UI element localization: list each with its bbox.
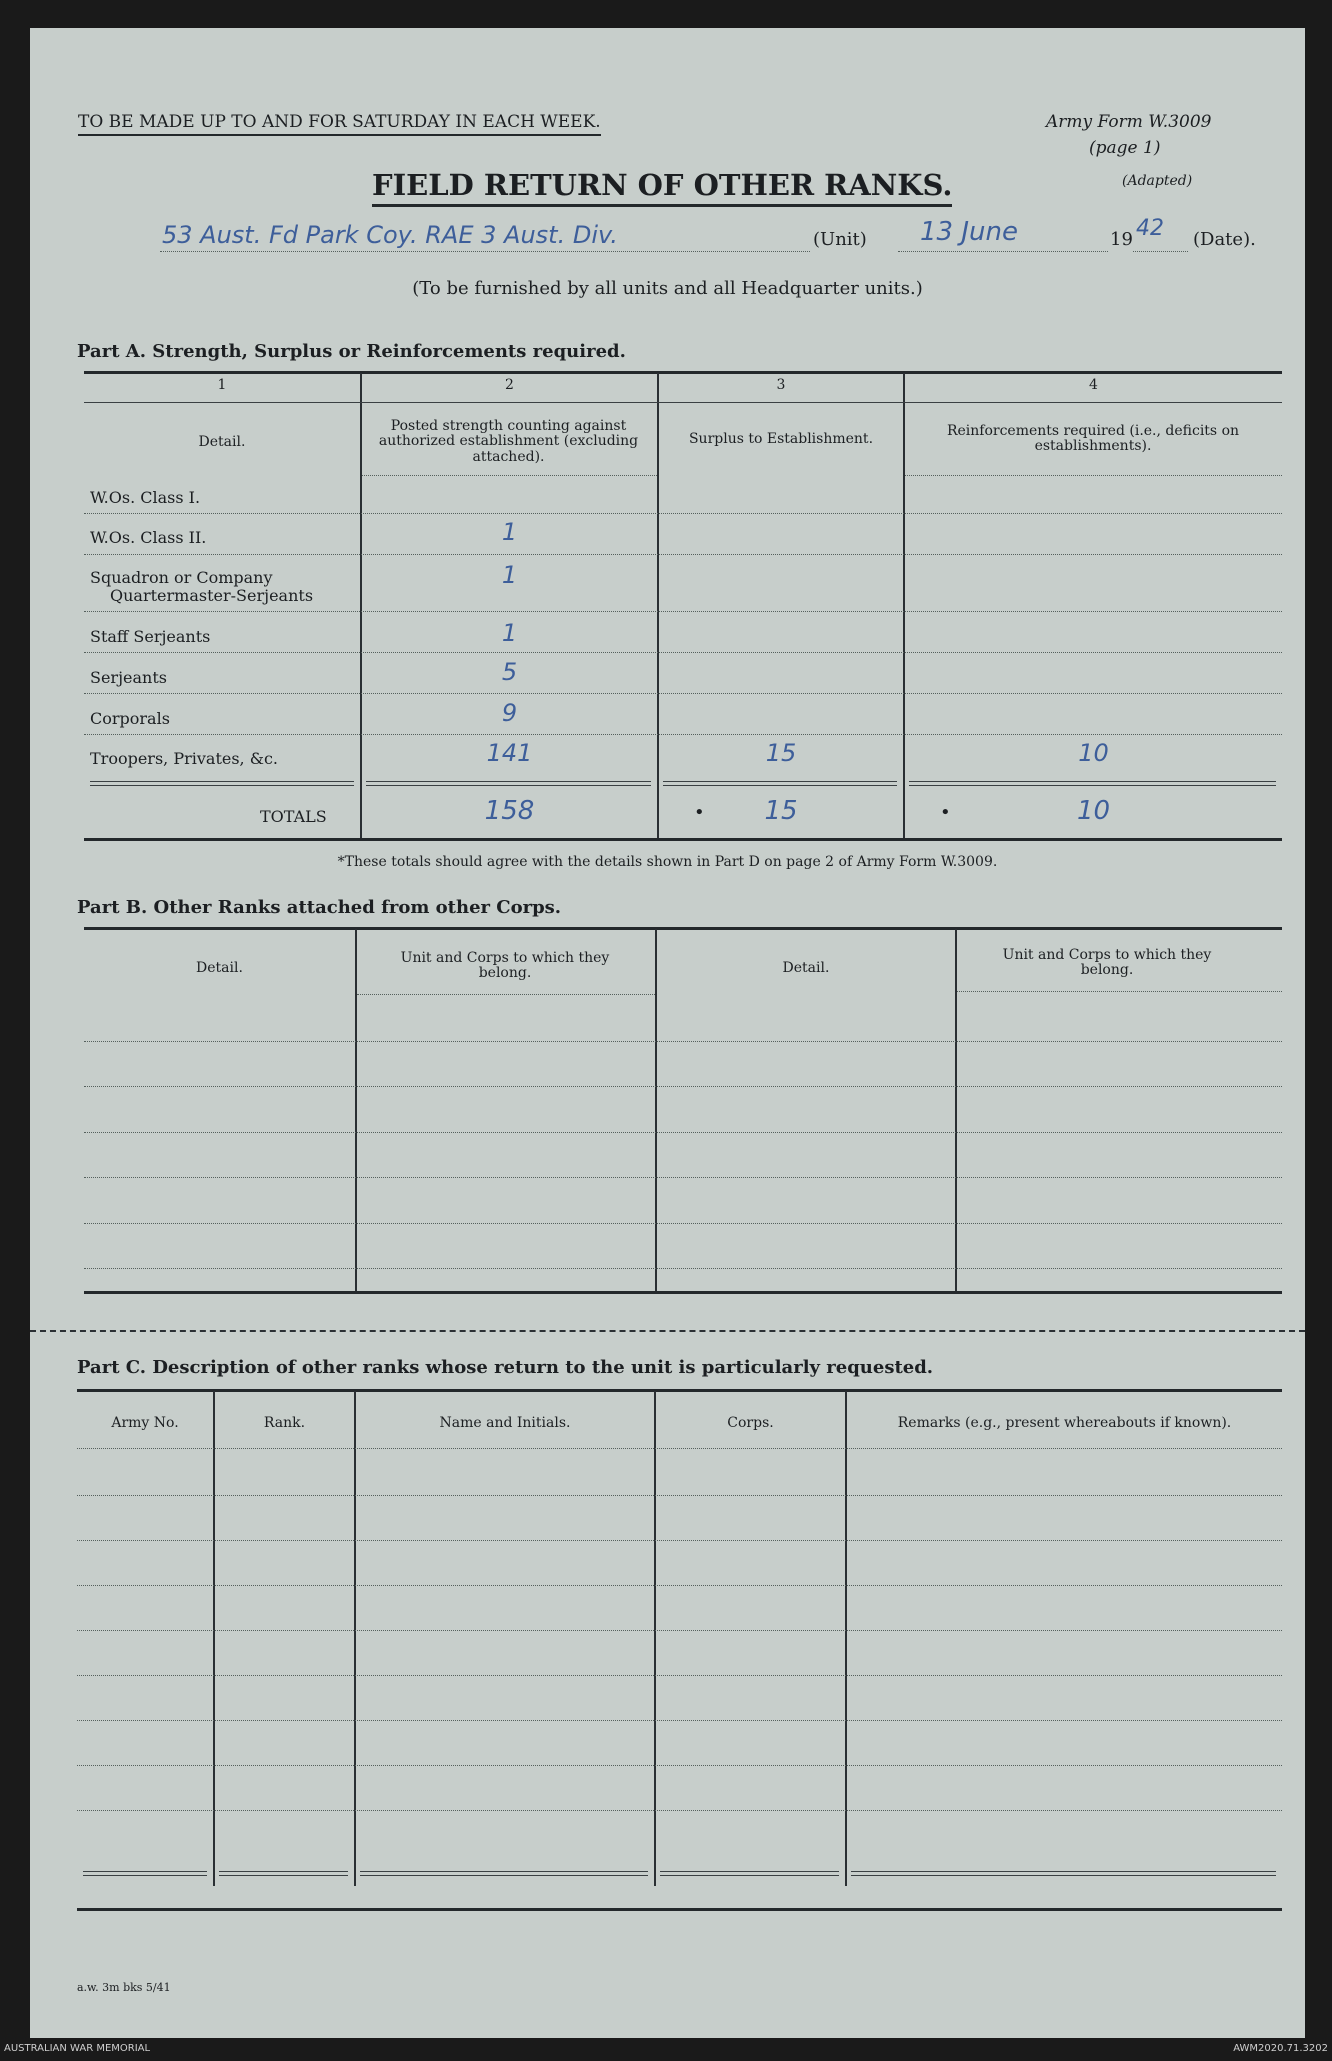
surplus-bullet: • (694, 802, 705, 823)
col-number-3: 3 (776, 377, 786, 393)
posted-corporals: 9 (501, 699, 518, 727)
surplus-troopers: 15 (765, 739, 797, 767)
part-a-title: Part A. Strength, Surplus or Reinforcements required. (77, 341, 626, 362)
table-row-cont: Quartermaster-Serjeants (110, 586, 314, 605)
date-value: 13 June (920, 217, 1018, 247)
part-b-col-unit-1: Unit and Corps to which they belong. (400, 950, 610, 982)
instruction-line: TO BE MADE UP TO AND FOR SATURDAY IN EACH WEEK. (78, 112, 601, 136)
reinf-bullet: • (940, 802, 951, 823)
part-a-footnote: *These totals should agree with the details shown in Part D on page 2 of Army Form W.3009. (337, 854, 998, 870)
year-prefix: 19 (1110, 229, 1133, 250)
col-number-1: 1 (217, 377, 227, 393)
table-row: Troopers, Privates, &c. (90, 749, 279, 768)
part-b-col-unit-2: Unit and Corps to which they belong. (1002, 947, 1212, 979)
unit-label: (Unit) (813, 229, 867, 250)
table-row: W.Os. Class II. (90, 528, 207, 547)
col-header-reinforcements: Reinforcements required (i.e., deficits on establishments). (946, 423, 1240, 455)
footer-left: AUSTRALIAN WAR MEMORIAL (4, 2043, 151, 2054)
table-row: Serjeants (90, 668, 167, 687)
table-row: Staff Serjeants (90, 627, 211, 646)
col-header-surplus: Surplus to Establishment. (688, 431, 874, 447)
part-b-title: Part B. Other Ranks attached from other Corps. (77, 897, 562, 918)
furnish-note: (To be furnished by all units and all Headquarter units.) (412, 278, 923, 299)
part-b-col-detail-1: Detail. (196, 960, 243, 976)
part-c-col-army-no: Army No. (111, 1415, 179, 1431)
posted-serjeants: 5 (501, 658, 518, 686)
form-number: Army Form W.3009 (1046, 112, 1212, 132)
part-c-col-name: Name and Initials. (439, 1415, 571, 1431)
table-row: W.Os. Class I. (90, 488, 201, 507)
col-header-detail: Detail. (198, 434, 246, 450)
part-b-col-detail-2: Detail. (782, 960, 830, 976)
part-c-title: Part C. Description of other ranks whose return to the unit is particularly requested. (77, 1357, 934, 1378)
form-sheet (30, 28, 1305, 2038)
date-label: (Date). (1193, 229, 1256, 250)
adapted-label: (Adapted) (1122, 173, 1193, 189)
footer-right: AWM2020.71.3202 (1233, 2043, 1328, 2054)
page-number: (page 1) (1089, 138, 1161, 158)
reinf-troopers: 10 (1078, 739, 1109, 767)
year-value: 42 (1136, 216, 1164, 241)
col-header-posted: Posted strength counting against authorized establishment (excluding attached). (378, 418, 639, 465)
posted-cqms: 1 (501, 561, 518, 589)
part-c-col-corps: Corps. (727, 1415, 774, 1431)
unit-value: 53 Aust. Fd Park Coy. RAE 3 Aust. Div. (162, 221, 618, 249)
part-c-col-rank: Rank. (263, 1415, 306, 1431)
table-row: Squadron or Company (90, 568, 273, 587)
total-posted: 158 (484, 796, 535, 826)
posted-staff-serjeants: 1 (501, 619, 518, 647)
totals-label: TOTALS (260, 807, 327, 826)
posted-wo2: 1 (501, 518, 518, 546)
col-number-2: 2 (505, 377, 514, 393)
print-code: a.w. 3m bks 5/41 (77, 1981, 171, 1994)
total-surplus: 15 (764, 796, 798, 826)
part-c-col-remarks: Remarks (e.g., present whereabouts if known). (897, 1415, 1232, 1431)
posted-troopers: 141 (486, 739, 533, 767)
col-number-4: 4 (1089, 377, 1098, 393)
table-row: Corporals (90, 709, 170, 728)
total-reinf: 10 (1076, 796, 1111, 826)
form-title: FIELD RETURN OF OTHER RANKS. (372, 168, 952, 207)
